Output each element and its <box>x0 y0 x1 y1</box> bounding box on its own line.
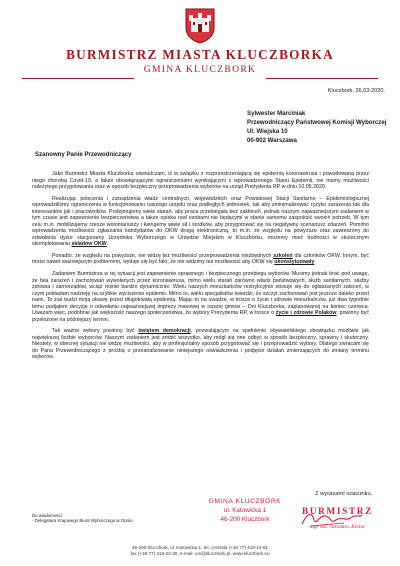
distribution-heading: Do wiadomości: <box>32 513 63 518</box>
paragraph-1: Jako Burmistrz Miasta Kluczborka oświadczam, iż w związku z rozprzestrzeniającą się epidemią koronawirusa i powodowaną przez niego chorobą Covid-19, a także obowiązującymi ograniczeniami wynikającymi z wprowadzonego Stanu Epidemii, nie mamy możliwości należytego przygotowania oraz w sposób bezpieczny przeprowadzenia wyborów na urząd Prezydenta RP w dniu 10.05.2020. <box>32 171 369 190</box>
paragraph-3: Ponadto, ze względu na powyższe, nie widzę też możliwości przeprowadzenia niezbędnych szkoleń dla członków OKW. Innym, być może nawet ważniejszym problemem, wydaje się być fakt, że nie widzimy też możliwości aby OKW się ukonstytuowały. <box>32 252 369 266</box>
footer-contact: fax (+48 77) 418-22-30, e-mail: um@kluczbork.pl, www.kluczbork.eu <box>130 551 270 556</box>
signature-name: mgr inż. Jarosław Kielar <box>309 524 366 530</box>
stamp-line-2: ul. Katowicka 1 <box>223 507 267 514</box>
stamp-line-3: 46-200 Kluczbork <box>220 516 270 523</box>
distribution-list <box>32 513 133 524</box>
recipient-city: 00-902 Warszawa <box>247 137 297 144</box>
office-stamp <box>202 497 288 524</box>
letterhead-title: BURMISTRZ MIASTA KLUCZBORKA <box>66 47 334 62</box>
footer-address: 46-200 Kluczbork, ul. Katowicka 1, tel. centrala (+48 77) 418-14-81 <box>131 545 269 550</box>
closing-line: Z wyrazami szacunku, <box>315 491 373 497</box>
paragraph-5: Tak ważne wybory powinny być świętem demokracji, pozwalającym na spełnienie obywatelskiego obowiązku możliwie jak największej liczbie wyborców. Naszym zadaniem jest zrobić wszystko, aby mógł się one odbyć w sposób bezpieczny, sprawny i skuteczny. Niestety, w obecnej sytuacji nie widzę możliwości, aby w profesjonalny sposób przygotować się i przeprowadzić wybory. Dlatego zwracam się do Pana Przewodniczącego z prośbą o przeanalizowanie niniejszego oświadczenia i podjęcie działań zmierzających do zmiany terminu wyborów. <box>32 328 369 361</box>
letter-body <box>32 171 369 366</box>
recipient-name: Sylwester Marciniak <box>247 110 306 117</box>
letterhead-footer <box>0 545 400 557</box>
letterhead-divider <box>0 78 400 79</box>
distribution-item: - Delegatura Krajowego Biura Wyborczego w Opolu <box>32 518 133 524</box>
town-crest-icon <box>183 6 217 44</box>
salutation: Szanowny Panie Przewodniczący <box>35 151 132 158</box>
paragraph-4: Zadaniem Burmistrza w tej sytuacji jest zapewnienie sprawnego i bezpiecznego przebiegu wyborów. Musimy jednak brać pod uwagę, że fala zarażeń i zachorowań wywołanych przez koronawirusa, mimo wielu starań zarówno władz państwowych, służb sanitarnych, służby zdrowia i samorządów, wciąż rośnie bardzo dynamicznie. Wielu naszych mieszkańców restrykcyjnie stosuje się do ogłaszanych zaleceń, w czym pokładam nadzieję na szybkie wyciszenie epidemii. Mimo to, wielu specjalistów twierdzi, że szczyt zachorowań jest jeszcze daleko przed nami. To zaś budzi moją obawę przed długotrwałą epidemią. Mając to na uwadze, w trosce o życie i zdrowie mieszkańców, już dwa tygodnie temu podjąłem decyzję o odwołaniu najważniejszej imprezy masowej w naszej gminie – Dni Kluczborka, zaplanowanej na koniec czerwca. Uważam więc, podobnie jak większość naszego społeczeństwa, że wybory Prezydenta RP, w trosce o życie i zdrowie Polaków, powinny być przełożone na późniejszy termin. <box>32 271 369 323</box>
recipient-street: Ul. Wiejska 10 <box>247 128 288 135</box>
recipient-title: Przewodniczący Państwowej Komisji Wyborczej <box>247 119 387 126</box>
handwritten-signature <box>296 508 366 530</box>
paragraph-2: Realizując polecenia i zarządzenia władz centralnych, wojewódzkich oraz Powiatowej Stacji Sanitarno – Epidemiologicznej wprowadziliśmy ograniczenia w funkcjonowaniu naszego urzędu oraz podległych jednostek, tak aby zminimalizować ryzyko zarażenia tak dla interesantów jak i pracowników. Podejmujemy wiele starań, aby praca przebiegała bez zakłóceń, jednak naszym najważniejszym zadaniem w tym czasie jest zapewnienie bezpieczeństwa a także opieka nad osobami nie będącymi w stanie samemu zaspokoić swoich potrzeb. W tym celu m.in. mobilizujemy rzesze wolontariuszy i kierujemy wiele sił i środków, aby przygotować się na negatywny scenariusz zdarzeń. Pomimo wprowadzenia możliwości zgłaszania kandydatów do OKW drogą elektroniczną, to m.in. ze względu na powyższe oraz zawieszony do odwołania dyżur stacjonarny Urzędnika Wyborczego w Urzędzie Miejskim w Kluczborku, możemy mieć trudności w skutecznym skompletowaniu składów OKW. <box>32 195 369 248</box>
letter-date: Kluczbork, 26.03.2020. <box>327 88 385 94</box>
letterhead-subtitle: GMINA KLUCZBORK <box>143 64 257 75</box>
signature-title: BURMISTRZ <box>302 506 373 516</box>
recipient-block <box>247 109 386 145</box>
stamp-line-1: GMINA KLUCZBORK <box>208 498 282 505</box>
